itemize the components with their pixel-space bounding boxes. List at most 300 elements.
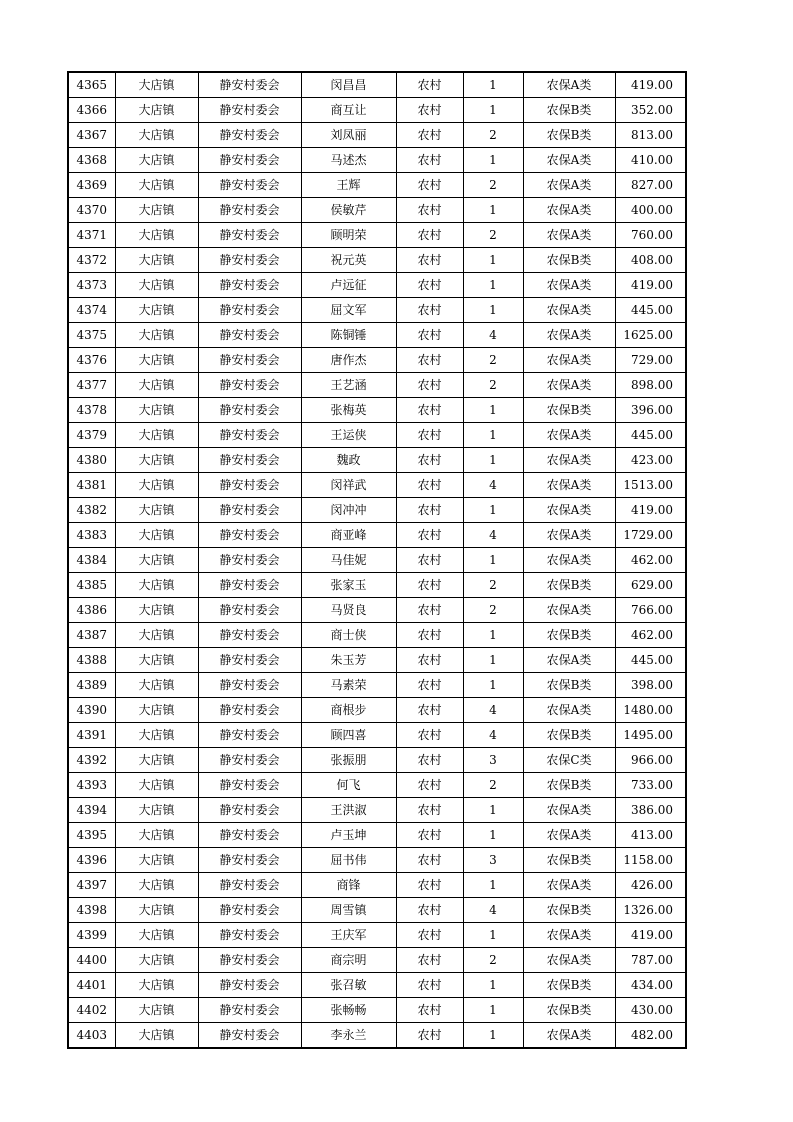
cell-person-name: 朱玉芳 [301,648,396,673]
cell-person-name: 王庆军 [301,923,396,948]
cell-town: 大店镇 [115,698,198,723]
cell-row-number: 4398 [68,898,115,923]
cell-insurance-category: 农保A类 [523,823,615,848]
cell-town: 大店镇 [115,1023,198,1049]
cell-member-count: 2 [463,223,523,248]
cell-household-type: 农村 [396,323,463,348]
cell-insurance-category: 农保A类 [523,173,615,198]
cell-town: 大店镇 [115,748,198,773]
cell-row-number: 4400 [68,948,115,973]
cell-town: 大店镇 [115,423,198,448]
table-row [68,323,686,348]
cell-insurance-category: 农保B类 [523,623,615,648]
table-row [68,923,686,948]
cell-amount: 445.00 [615,423,686,448]
cell-amount: 898.00 [615,373,686,398]
cell-town: 大店镇 [115,348,198,373]
cell-insurance-category: 农保B类 [523,973,615,998]
cell-member-count: 1 [463,298,523,323]
cell-household-type: 农村 [396,898,463,923]
cell-member-count: 2 [463,948,523,973]
cell-member-count: 1 [463,973,523,998]
cell-household-type: 农村 [396,148,463,173]
cell-household-type: 农村 [396,673,463,698]
table-row [68,548,686,573]
cell-person-name: 魏政 [301,448,396,473]
cell-row-number: 4387 [68,623,115,648]
cell-town: 大店镇 [115,123,198,148]
cell-person-name: 卢玉坤 [301,823,396,848]
cell-person-name: 马素荣 [301,673,396,698]
cell-amount: 629.00 [615,573,686,598]
cell-row-number: 4368 [68,148,115,173]
cell-row-number: 4399 [68,923,115,948]
cell-insurance-category: 农保B类 [523,573,615,598]
cell-town: 大店镇 [115,248,198,273]
cell-household-type: 农村 [396,823,463,848]
table-row [68,823,686,848]
cell-village-committee: 静安村委会 [198,673,301,698]
cell-household-type: 农村 [396,72,463,98]
cell-village-committee: 静安村委会 [198,398,301,423]
cell-row-number: 4382 [68,498,115,523]
table-row [68,973,686,998]
cell-amount: 813.00 [615,123,686,148]
cell-member-count: 1 [463,823,523,848]
cell-town: 大店镇 [115,72,198,98]
cell-member-count: 1 [463,923,523,948]
cell-household-type: 农村 [396,198,463,223]
cell-row-number: 4383 [68,523,115,548]
cell-insurance-category: 农保A类 [523,148,615,173]
cell-row-number: 4376 [68,348,115,373]
cell-town: 大店镇 [115,548,198,573]
cell-insurance-category: 农保A类 [523,498,615,523]
cell-amount: 766.00 [615,598,686,623]
cell-person-name: 张家玉 [301,573,396,598]
cell-household-type: 农村 [396,973,463,998]
table-row [68,873,686,898]
table-row [68,948,686,973]
cell-town: 大店镇 [115,623,198,648]
cell-member-count: 1 [463,423,523,448]
cell-village-committee: 静安村委会 [198,448,301,473]
cell-village-committee: 静安村委会 [198,848,301,873]
cell-amount: 1326.00 [615,898,686,923]
cell-row-number: 4374 [68,298,115,323]
cell-town: 大店镇 [115,173,198,198]
table-row [68,773,686,798]
cell-row-number: 4386 [68,598,115,623]
cell-household-type: 农村 [396,298,463,323]
cell-household-type: 农村 [396,623,463,648]
cell-person-name: 商亚峰 [301,523,396,548]
cell-town: 大店镇 [115,273,198,298]
cell-insurance-category: 农保B类 [523,98,615,123]
cell-member-count: 4 [463,323,523,348]
cell-insurance-category: 农保A类 [523,448,615,473]
cell-village-committee: 静安村委会 [198,473,301,498]
cell-person-name: 商根步 [301,698,396,723]
cell-village-committee: 静安村委会 [198,298,301,323]
cell-person-name: 何飞 [301,773,396,798]
cell-person-name: 祝元英 [301,248,396,273]
cell-row-number: 4401 [68,973,115,998]
table-row [68,298,686,323]
cell-household-type: 农村 [396,398,463,423]
cell-row-number: 4380 [68,448,115,473]
cell-town: 大店镇 [115,373,198,398]
cell-member-count: 4 [463,723,523,748]
cell-member-count: 3 [463,848,523,873]
cell-insurance-category: 农保A类 [523,348,615,373]
cell-member-count: 4 [463,473,523,498]
cell-row-number: 4365 [68,72,115,98]
cell-village-committee: 静安村委会 [198,123,301,148]
cell-row-number: 4396 [68,848,115,873]
cell-person-name: 商士侠 [301,623,396,648]
table-row [68,698,686,723]
cell-insurance-category: 农保A类 [523,948,615,973]
cell-village-committee: 静安村委会 [198,948,301,973]
table-row [68,123,686,148]
cell-member-count: 2 [463,773,523,798]
cell-insurance-category: 农保B类 [523,123,615,148]
cell-village-committee: 静安村委会 [198,898,301,923]
cell-person-name: 陈铜锤 [301,323,396,348]
table-row [68,448,686,473]
cell-insurance-category: 农保A类 [523,798,615,823]
cell-household-type: 农村 [396,223,463,248]
cell-amount: 434.00 [615,973,686,998]
cell-village-committee: 静安村委会 [198,348,301,373]
cell-insurance-category: 农保A类 [523,273,615,298]
cell-amount: 1729.00 [615,523,686,548]
cell-member-count: 1 [463,673,523,698]
cell-amount: 462.00 [615,623,686,648]
cell-village-committee: 静安村委会 [198,648,301,673]
cell-amount: 396.00 [615,398,686,423]
cell-village-committee: 静安村委会 [198,373,301,398]
table-row [68,148,686,173]
cell-amount: 1625.00 [615,323,686,348]
cell-amount: 966.00 [615,748,686,773]
cell-amount: 423.00 [615,448,686,473]
cell-town: 大店镇 [115,498,198,523]
cell-member-count: 3 [463,748,523,773]
cell-person-name: 商锋 [301,873,396,898]
cell-amount: 1495.00 [615,723,686,748]
cell-amount: 733.00 [615,773,686,798]
cell-town: 大店镇 [115,223,198,248]
cell-household-type: 农村 [396,498,463,523]
cell-village-committee: 静安村委会 [198,873,301,898]
cell-household-type: 农村 [396,173,463,198]
cell-member-count: 2 [463,573,523,598]
cell-person-name: 王洪淑 [301,798,396,823]
cell-person-name: 屈书伟 [301,848,396,873]
table-row [68,598,686,623]
cell-household-type: 农村 [396,873,463,898]
cell-household-type: 农村 [396,648,463,673]
cell-insurance-category: 农保B类 [523,848,615,873]
cell-amount: 410.00 [615,148,686,173]
cell-town: 大店镇 [115,773,198,798]
cell-member-count: 1 [463,998,523,1023]
cell-town: 大店镇 [115,523,198,548]
cell-village-committee: 静安村委会 [198,248,301,273]
table-row [68,423,686,448]
cell-insurance-category: 农保A类 [523,298,615,323]
cell-row-number: 4381 [68,473,115,498]
cell-member-count: 4 [463,523,523,548]
cell-member-count: 1 [463,873,523,898]
cell-row-number: 4403 [68,1023,115,1049]
cell-town: 大店镇 [115,798,198,823]
table-row [68,348,686,373]
table-row [68,373,686,398]
cell-town: 大店镇 [115,973,198,998]
cell-row-number: 4371 [68,223,115,248]
table-row [68,198,686,223]
cell-row-number: 4384 [68,548,115,573]
cell-village-committee: 静安村委会 [198,423,301,448]
cell-row-number: 4378 [68,398,115,423]
cell-member-count: 4 [463,898,523,923]
cell-member-count: 1 [463,148,523,173]
cell-person-name: 马贤良 [301,598,396,623]
cell-person-name: 卢远征 [301,273,396,298]
cell-member-count: 1 [463,623,523,648]
table-row [68,898,686,923]
cell-insurance-category: 农保A类 [523,648,615,673]
cell-insurance-category: 农保A类 [523,223,615,248]
table-row [68,723,686,748]
cell-row-number: 4390 [68,698,115,723]
cell-person-name: 侯敏芹 [301,198,396,223]
cell-amount: 482.00 [615,1023,686,1049]
cell-town: 大店镇 [115,923,198,948]
cell-village-committee: 静安村委会 [198,773,301,798]
table-row [68,173,686,198]
cell-person-name: 王运侠 [301,423,396,448]
cell-village-committee: 静安村委会 [198,523,301,548]
cell-amount: 426.00 [615,873,686,898]
cell-village-committee: 静安村委会 [198,748,301,773]
cell-member-count: 1 [463,98,523,123]
cell-person-name: 张梅英 [301,398,396,423]
cell-amount: 352.00 [615,98,686,123]
table-row [68,248,686,273]
cell-town: 大店镇 [115,98,198,123]
cell-amount: 398.00 [615,673,686,698]
cell-household-type: 农村 [396,98,463,123]
cell-town: 大店镇 [115,648,198,673]
cell-row-number: 4402 [68,998,115,1023]
cell-row-number: 4375 [68,323,115,348]
cell-insurance-category: 农保A类 [523,198,615,223]
cell-household-type: 农村 [396,598,463,623]
cell-member-count: 2 [463,373,523,398]
cell-town: 大店镇 [115,398,198,423]
cell-amount: 462.00 [615,548,686,573]
cell-amount: 419.00 [615,498,686,523]
table-row [68,398,686,423]
table-row [68,98,686,123]
table-row [68,273,686,298]
cell-town: 大店镇 [115,898,198,923]
cell-village-committee: 静安村委会 [198,223,301,248]
cell-amount: 386.00 [615,798,686,823]
cell-village-committee: 静安村委会 [198,98,301,123]
cell-row-number: 4385 [68,573,115,598]
cell-town: 大店镇 [115,848,198,873]
cell-household-type: 农村 [396,723,463,748]
cell-village-committee: 静安村委会 [198,798,301,823]
table-row [68,998,686,1023]
cell-person-name: 王艺涵 [301,373,396,398]
cell-row-number: 4393 [68,773,115,798]
cell-person-name: 唐作杰 [301,348,396,373]
cell-person-name: 闵祥武 [301,473,396,498]
cell-amount: 419.00 [615,273,686,298]
cell-member-count: 1 [463,548,523,573]
cell-amount: 1513.00 [615,473,686,498]
cell-town: 大店镇 [115,673,198,698]
cell-insurance-category: 农保A类 [523,72,615,98]
cell-row-number: 4366 [68,98,115,123]
cell-amount: 445.00 [615,648,686,673]
cell-amount: 760.00 [615,223,686,248]
cell-amount: 413.00 [615,823,686,848]
table-row [68,1023,686,1049]
cell-amount: 787.00 [615,948,686,973]
cell-insurance-category: 农保A类 [523,698,615,723]
cell-village-committee: 静安村委会 [198,72,301,98]
cell-village-committee: 静安村委会 [198,548,301,573]
cell-insurance-category: 农保B类 [523,673,615,698]
cell-household-type: 农村 [396,748,463,773]
cell-person-name: 屈文军 [301,298,396,323]
cell-row-number: 4367 [68,123,115,148]
cell-insurance-category: 农保A类 [523,523,615,548]
cell-village-committee: 静安村委会 [198,723,301,748]
cell-insurance-category: 农保A类 [523,598,615,623]
cell-member-count: 1 [463,448,523,473]
cell-insurance-category: 农保A类 [523,923,615,948]
cell-amount: 1480.00 [615,698,686,723]
cell-town: 大店镇 [115,298,198,323]
cell-amount: 827.00 [615,173,686,198]
cell-member-count: 2 [463,123,523,148]
cell-insurance-category: 农保A类 [523,548,615,573]
cell-household-type: 农村 [396,1023,463,1049]
cell-amount: 419.00 [615,72,686,98]
cell-person-name: 商宗明 [301,948,396,973]
cell-insurance-category: 农保B类 [523,723,615,748]
table-row [68,523,686,548]
table-row [68,223,686,248]
cell-row-number: 4372 [68,248,115,273]
cell-village-committee: 静安村委会 [198,998,301,1023]
cell-village-committee: 静安村委会 [198,823,301,848]
cell-town: 大店镇 [115,148,198,173]
cell-member-count: 1 [463,398,523,423]
cell-village-committee: 静安村委会 [198,173,301,198]
cell-member-count: 1 [463,648,523,673]
table-row [68,648,686,673]
cell-member-count: 1 [463,273,523,298]
cell-insurance-category: 农保B类 [523,898,615,923]
cell-member-count: 2 [463,348,523,373]
cell-household-type: 农村 [396,473,463,498]
cell-row-number: 4379 [68,423,115,448]
cell-row-number: 4388 [68,648,115,673]
cell-household-type: 农村 [396,998,463,1023]
cell-household-type: 农村 [396,773,463,798]
cell-person-name: 周雪镇 [301,898,396,923]
cell-town: 大店镇 [115,598,198,623]
cell-village-committee: 静安村委会 [198,598,301,623]
cell-row-number: 4392 [68,748,115,773]
cell-member-count: 1 [463,198,523,223]
cell-person-name: 马佳妮 [301,548,396,573]
cell-village-committee: 静安村委会 [198,198,301,223]
table-row [68,673,686,698]
cell-person-name: 张召敏 [301,973,396,998]
cell-row-number: 4369 [68,173,115,198]
cell-person-name: 闵昌昌 [301,72,396,98]
cell-household-type: 农村 [396,448,463,473]
cell-insurance-category: 农保A类 [523,423,615,448]
cell-row-number: 4397 [68,873,115,898]
cell-row-number: 4394 [68,798,115,823]
cell-household-type: 农村 [396,423,463,448]
table-row [68,573,686,598]
cell-household-type: 农村 [396,923,463,948]
cell-insurance-category: 农保B类 [523,398,615,423]
cell-household-type: 农村 [396,123,463,148]
cell-town: 大店镇 [115,573,198,598]
table-row [68,498,686,523]
table-row [68,72,686,98]
cell-household-type: 农村 [396,848,463,873]
cell-insurance-category: 农保A类 [523,1023,615,1049]
cell-row-number: 4377 [68,373,115,398]
cell-person-name: 张畅畅 [301,998,396,1023]
cell-person-name: 王辉 [301,173,396,198]
cell-household-type: 农村 [396,948,463,973]
cell-town: 大店镇 [115,323,198,348]
cell-village-committee: 静安村委会 [198,323,301,348]
cell-village-committee: 静安村委会 [198,698,301,723]
cell-insurance-category: 农保A类 [523,373,615,398]
table-row [68,798,686,823]
cell-household-type: 农村 [396,523,463,548]
cell-town: 大店镇 [115,198,198,223]
cell-amount: 729.00 [615,348,686,373]
cell-insurance-category: 农保A类 [523,473,615,498]
cell-insurance-category: 农保B类 [523,773,615,798]
table-row [68,473,686,498]
cell-household-type: 农村 [396,248,463,273]
cell-household-type: 农村 [396,348,463,373]
cell-row-number: 4373 [68,273,115,298]
cell-member-count: 4 [463,698,523,723]
cell-member-count: 1 [463,798,523,823]
cell-household-type: 农村 [396,548,463,573]
cell-person-name: 顾明荣 [301,223,396,248]
